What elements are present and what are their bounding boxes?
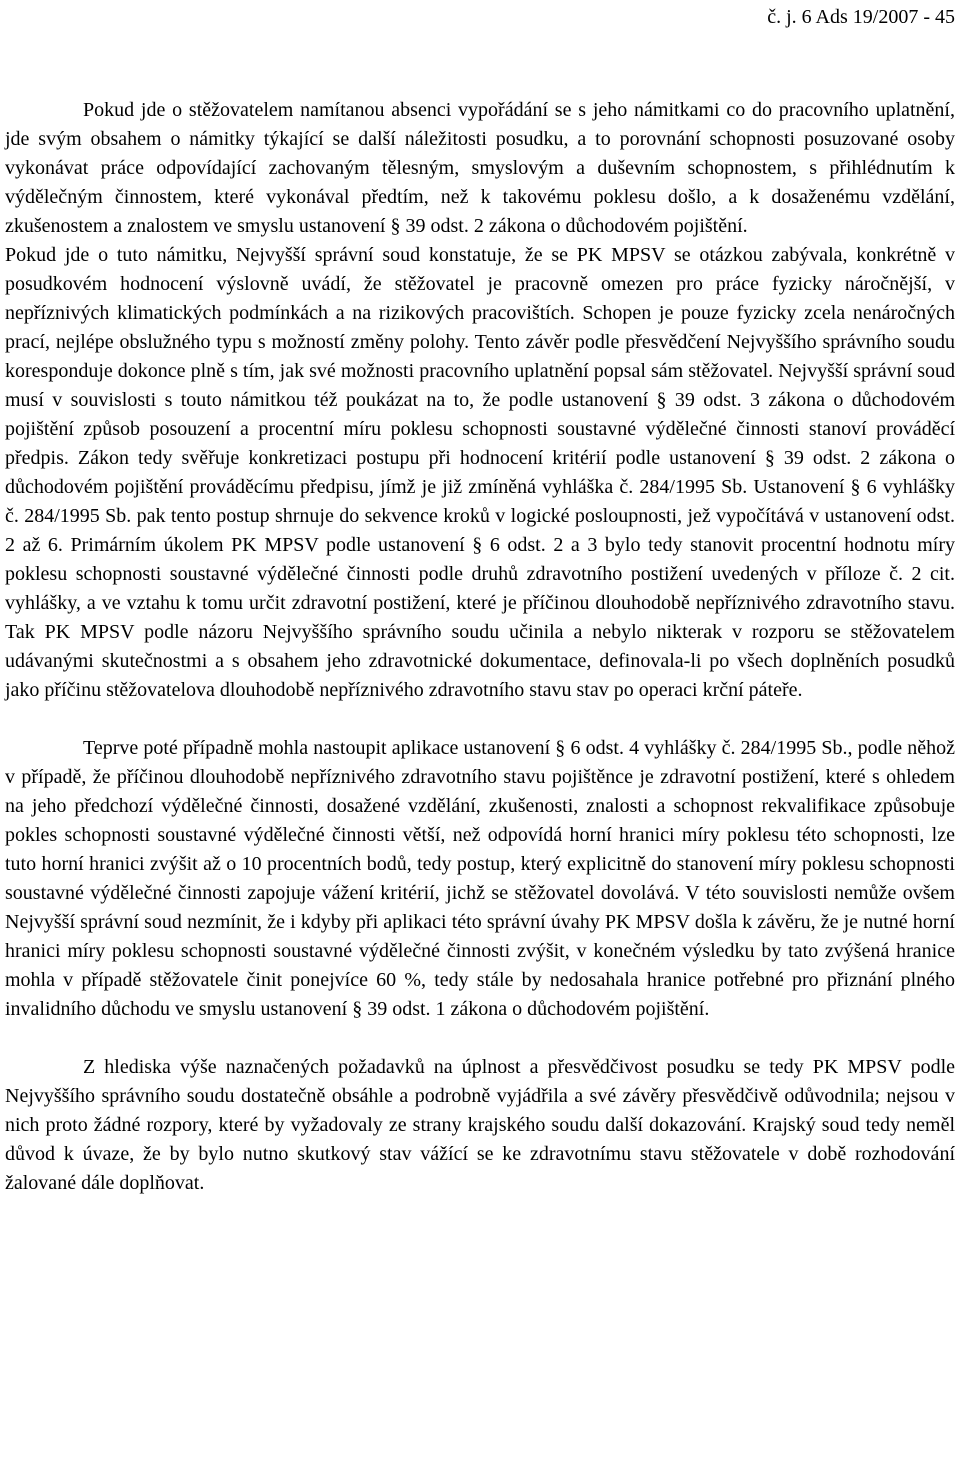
document-body: [5, 96, 955, 1198]
paragraph-1: Pokud jde o stěžovatelem namítanou absenci vypořádání se s jeho námitkami co do pracovního uplatnění, jde svým obsahem o námitky týkající se další náležitosti posudku, a to porovnání schopnosti posuzované osoby vykonávat práce odpovídající zachovaným tělesným, smyslovým a duševním schopnostem, s přihlédnutím k výdělečným činnostem, které vykonával předtím, než k takovému poklesu došlo, a k dosaženému vzdělání, zkušenostem a znalostem ve smyslu ustanovení § 39 odst. 2 zákona o důchodovém pojištění.: [5, 99, 955, 237]
paragraph-4: Z hlediska výše naznačených požadavků na úplnost a přesvědčivost posudku se tedy PK MPSV podle Nejvyššího správního soudu dostatečně obsáhle a podrobně vyjádřila a své závěry přesvědčivě odůvodnila; nejsou v nich proto žádné rozpory, které by vyžadovaly ze strany krajského soudu další dokazování. Krajský soud tedy neměl důvod k úvaze, že by bylo nutno skutkový stav vážící se ke zdravotnímu stavu stěžovatele v době rozhodování žalované dále doplňovat.: [5, 1056, 955, 1194]
case-reference: č. j. 6 Ads 19/2007 - 45: [767, 6, 955, 28]
paragraph-2: Pokud jde o tuto námitku, Nejvyšší správní soud konstatuje, že se PK MPSV se otázkou zabývala, konkrétně v posudkovém hodnocení výslovně uvádí, že stěžovatel je pracovně omezen pro práce fyzicky náročnější, v nepříznivých klimatických podmínkách a na rizikových pracovištích. Schopen je pouze fyzicky zcela nenáročných prací, nejlépe obslužného typu s možností změny polohy. Tento závěr podle přesvědčení Nejvyššího správního soudu koresponduje dokonce plně s tím, jak své možnosti pracovního uplatnění popsal sám stěžovatel. Nejvyšší správní soud musí v souvislosti s touto námitkou též poukázat na to, že podle ustanovení § 39 odst. 3 zákona o důchodovém pojištění způsob posouzení a procentní míru poklesu schopnosti soustavné výdělečné činnosti stanoví prováděcí předpis. Zákon tedy svěřuje konkretizaci postupu při hodnocení kritérií podle ustanovení § 39 odst. 2 zákona o důchodovém pojištění prováděcímu předpisu, jímž je již zmíněná vyhláška č. 284/1995 Sb. Ustanovení § 6 vyhlášky č. 284/1995 Sb. pak tento postup shrnuje do sekvence kroků v logické posloupnosti, jež vypočítává v ustanovení odst. 2 až 6. Primárním úkolem PK MPSV podle ustanovení § 6 odst. 2 a 3 bylo tedy stanovit procentní hodnotu míry poklesu schopnosti soustavné výdělečné činnosti podle druhů zdravotního postižení uvedených v příloze č. 2 cit. vyhlášky, a ve vztahu k tomu určit zdravotní postižení, které je příčinou dlouhodobě nepříznivého zdravotního stavu. Tak PK MPSV podle názoru Nejvyššího správního soudu učinila a nebylo nikterak v rozporu se stěžovatelem udávanými skutečnostmi a s obsahem jeho zdravotnické dokumentace, definovala-li po všech doplněních posudků jako příčinu stěžovatelova dlouhodobě nepříznivého zdravotního stavu stav po operaci krční páteře.: [5, 244, 955, 701]
paragraph-3: Teprve poté případně mohla nastoupit aplikace ustanovení § 6 odst. 4 vyhlášky č. 284/1995 Sb., podle něhož v případě, že příčinou dlouhodobě nepříznivého zdravotního stavu pojištěnce je zdravotní postižení, které s ohledem na jeho předchozí výdělečné činnosti, dosažené vzdělání, zkušenosti, znalosti a schopnost rekvalifikace způsobuje pokles schopnosti soustavné výdělečné činnosti větší, než odpovídá horní hranici míry poklesu této schopnosti, lze tuto horní hranici zvýšit až o 10 procentních bodů, tedy postup, který explicitně do stanovení míry poklesu schopnosti soustavné výdělečné činnosti zapojuje vážení kritérií, jichž se stěžovatel dovolává. V této souvislosti nemůže ovšem Nejvyšší správní soud nezmínit, že i kdyby při aplikaci této správní úvahy PK MPSV došla k závěru, že je nutné horní hranici míry poklesu schopnosti soustavné výdělečné činnosti zvýšit, v konečném výsledku by tato zvýšená hranice mohla v případě stěžovatele činit ponejvíce 60 %, tedy stále by nedosahala hranice potřebné pro přiznání plného invalidního důchodu ve smyslu ustanovení § 39 odst. 1 zákona o důchodovém pojištění.: [5, 737, 955, 1020]
